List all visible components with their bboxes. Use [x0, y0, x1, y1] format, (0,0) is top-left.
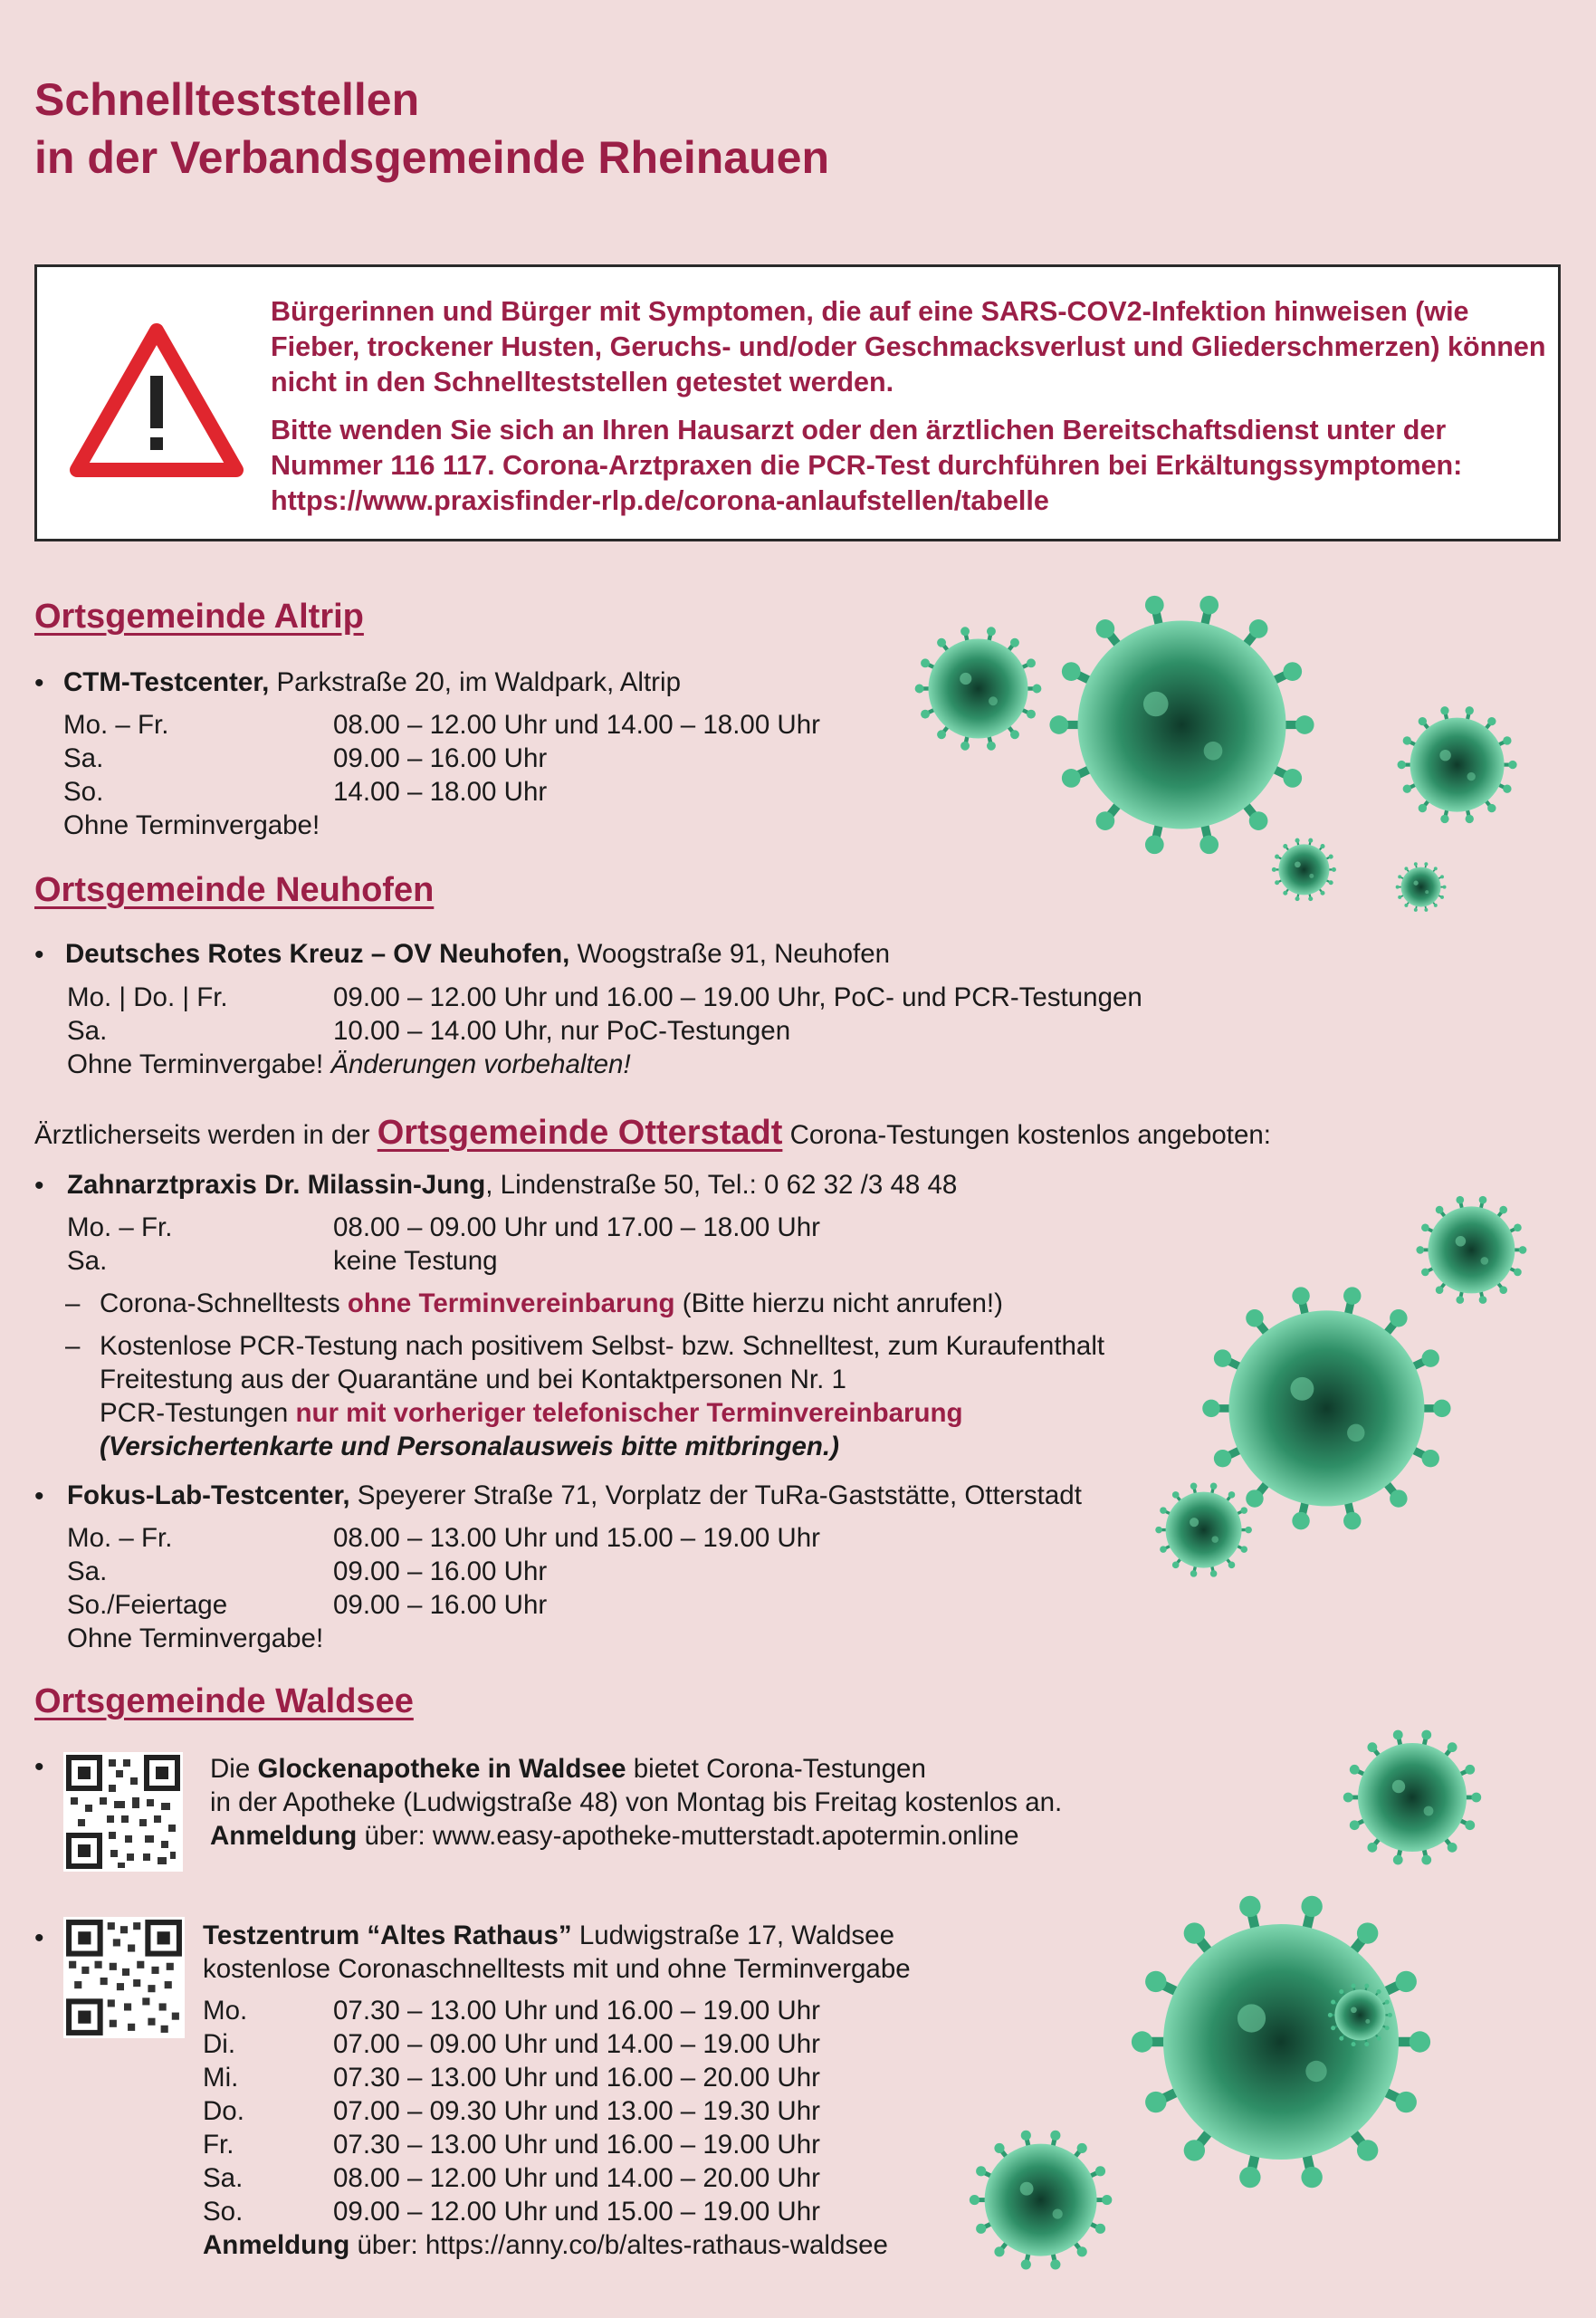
fokus-name: Fokus-Lab-Testcenter, — [67, 1480, 350, 1510]
glocken-l1a: Die — [210, 1754, 258, 1784]
rathaus-registration-label: Anmeldung — [203, 2230, 350, 2260]
hours-day: Mo. – Fr. — [67, 1523, 173, 1553]
dentist-dash-1 — [100, 1287, 1003, 1320]
altrip-name: CTM-Testcenter, — [63, 667, 270, 697]
hours-row — [67, 1244, 498, 1278]
hours-row — [67, 1521, 820, 1555]
hours-time: 09.00 – 16.00 Uhr — [333, 743, 548, 773]
warning-triangle-icon — [66, 320, 247, 483]
virus-icon — [1046, 589, 1317, 860]
hours-time: 09.00 – 12.00 Uhr und 16.00 – 19.00 Uhr, PoC- und PCR-Testungen — [333, 982, 1142, 1012]
hours-row — [203, 2195, 820, 2228]
hours-time: 09.00 – 16.00 Uhr — [333, 1557, 548, 1586]
neuhofen-entry — [65, 937, 890, 971]
neuhofen-name: Deutsches Rotes Kreuz – OV Neuhofen, — [65, 939, 570, 969]
hours-row — [203, 2161, 820, 2195]
dentist-dash-2-line-4: (Versichertenkarte und Personalausweis bitte mitbringen.) — [100, 1432, 839, 1461]
hours-day: Sa. — [67, 1016, 108, 1046]
altrip-note: Ohne Terminvergabe! — [63, 810, 320, 840]
dentist-dash-2-line-1: Kostenlose PCR-Testung nach positivem Selbst- bzw. Schnelltest, zum Kuraufenthalt — [100, 1331, 1105, 1361]
bullet: • — [34, 1171, 44, 1201]
rathaus-registration — [203, 2228, 888, 2262]
hours-time: 14.00 – 18.00 Uhr — [333, 777, 548, 807]
dentist-address: , Lindenstraße 50, Tel.: 0 62 32 /3 48 48 — [485, 1170, 958, 1200]
rathaus-address: Ludwigstraße 17, Waldsee — [571, 1920, 894, 1950]
heading-altrip: Ortsgemeinde Altrip — [34, 598, 364, 636]
hours-day: Fr. — [203, 2130, 234, 2160]
warning-paragraph-2: Bitte wenden Sie sich an Ihren Hausarzt oder den ärztlichen Bereitschaftsdienst unter der Nummer 116 117. Corona-Arztpraxen die PCR-Test durchführen bei Erkältungssymptomen: https://www.praxisfinder-rlp.de/corona-anlaufstellen/tabelle — [271, 415, 1463, 516]
virus-icon — [968, 2127, 1113, 2273]
dentist-dash-2-line-3 — [100, 1396, 963, 1430]
neuhofen-note — [67, 1048, 631, 1081]
hours-row — [63, 742, 547, 775]
glocken-line-2: in der Apotheke (Ludwigstraße 48) von Montag bis Freitag kostenlos an. — [210, 1787, 1063, 1817]
rathaus-sub: kostenlose Coronaschnelltests mit und ohne Terminvergabe — [203, 1954, 911, 1984]
title-line-1: Schnellteststellen — [34, 74, 420, 125]
hours-row — [67, 1014, 790, 1048]
glocken-registration-label: Anmeldung — [210, 1821, 358, 1851]
glocken-line-3 — [210, 1819, 1019, 1853]
hours-time: 09.00 – 12.00 Uhr und 15.00 – 19.00 Uhr — [333, 2197, 820, 2227]
hours-day: So./Feiertage — [67, 1590, 228, 1620]
neuhofen-note-italic: Änderungen vorbehalten! — [330, 1049, 631, 1079]
hours-time: 10.00 – 14.00 Uhr, nur PoC-Testungen — [333, 1016, 791, 1046]
hours-time: 07.30 – 13.00 Uhr und 16.00 – 20.00 Uhr — [333, 2063, 820, 2093]
virus-icon — [1396, 704, 1518, 826]
hours-day: Mo. | Do. | Fr. — [67, 982, 228, 1012]
hours-day: Mo. – Fr. — [63, 710, 169, 740]
hours-day: Do. — [203, 2096, 244, 2126]
altrip-entry — [63, 666, 681, 699]
virus-icon — [1395, 861, 1447, 913]
heading-neuhofen: Ortsgemeinde Neuhofen — [34, 871, 435, 909]
hours-row — [67, 1555, 547, 1588]
warning-box — [34, 264, 1561, 541]
hours-day: Mi. — [203, 2063, 239, 2093]
heading-waldsee: Ortsgemeinde Waldsee — [34, 1682, 414, 1720]
hours-time: 07.30 – 13.00 Uhr und 16.00 – 19.00 Uhr — [333, 1996, 820, 2026]
hours-day: Sa. — [63, 743, 104, 773]
dentist-entry — [67, 1168, 957, 1202]
dentist-dash-2-line-2: Freitestung aus der Quarantäne und bei Kontaktpersonen Nr. 1 — [100, 1365, 846, 1394]
hours-day: Di. — [203, 2029, 236, 2059]
glocken-line-1 — [210, 1752, 926, 1786]
hours-day: Mo. – Fr. — [67, 1212, 173, 1242]
virus-icon — [913, 624, 1043, 753]
heading-otterstadt: Ortsgemeinde Otterstadt — [377, 1114, 783, 1152]
glocken-l1c: bietet Corona-Testungen — [626, 1754, 926, 1784]
hours-day: Mo. — [203, 1996, 248, 2026]
otterstadt-intro-after: Corona-Testungen kostenlos angeboten: — [782, 1120, 1271, 1150]
qr-code-icon — [63, 1752, 183, 1872]
hours-time: keine Testung — [333, 1246, 498, 1276]
virus-icon — [1154, 1480, 1253, 1579]
glocken-name: Glockenapotheke in Waldsee — [257, 1754, 626, 1784]
neuhofen-address: Woogstraße 91, Neuhofen — [569, 939, 891, 969]
hours-row — [63, 775, 547, 809]
bullet: • — [34, 668, 44, 698]
hours-day: Sa. — [67, 1246, 108, 1276]
hours-row — [203, 2061, 820, 2094]
page-title — [34, 71, 829, 187]
hours-day: So. — [203, 2197, 244, 2227]
dash1-a: Corona-Schnelltests — [100, 1288, 348, 1318]
virus-icon — [1271, 837, 1337, 903]
hours-time: 07.00 – 09.00 Uhr und 14.00 – 19.00 Uhr — [333, 2029, 820, 2059]
hours-day: Sa. — [67, 1557, 108, 1586]
hours-time: 08.00 – 12.00 Uhr und 14.00 – 18.00 Uhr — [333, 710, 820, 740]
hours-time: 08.00 – 09.00 Uhr und 17.00 – 18.00 Uhr — [333, 1212, 820, 1242]
hours-time: 07.00 – 09.30 Uhr und 13.00 – 19.30 Uhr — [333, 2096, 820, 2126]
qr-code-icon — [63, 1917, 185, 2038]
warning-paragraph-1: Bürgerinnen und Bürger mit Symptomen, die auf eine SARS-COV2-Infektion hinweisen (wie Fieber, trockener Husten, Geruchs- und/oder Geschmacksverlust und Gliederschmerzen) können nicht in den Schnellteststellen getestet werden. — [271, 296, 1546, 398]
bullet: • — [34, 940, 44, 970]
fokus-note: Ohne Terminvergabe! — [67, 1624, 324, 1653]
warning-text — [271, 294, 1547, 532]
bullet: • — [34, 1752, 44, 1782]
hours-row — [203, 2128, 820, 2161]
bullet: • — [34, 1923, 44, 1953]
hours-time: 09.00 – 16.00 Uhr — [333, 1590, 548, 1620]
hours-time: 08.00 – 12.00 Uhr und 14.00 – 20.00 Uhr — [333, 2163, 820, 2193]
hours-day: Sa. — [203, 2163, 244, 2193]
glocken-registration-url[interactable]: über: www.easy-apotheke-mutterstadt.apotermin.online — [357, 1821, 1019, 1851]
hours-row — [67, 1588, 547, 1622]
hours-time: 07.30 – 13.00 Uhr und 16.00 – 19.00 Uhr — [333, 2130, 820, 2160]
fokus-entry — [67, 1479, 1082, 1512]
dash1-c: (Bitte hierzu nicht anrufen!) — [674, 1288, 1003, 1318]
otterstadt-intro — [34, 1116, 1271, 1152]
hours-row — [67, 981, 1142, 1014]
dash-marker: – — [65, 1288, 81, 1318]
hours-row — [203, 2027, 820, 2061]
altrip-address: Parkstraße 20, im Waldpark, Altrip — [269, 667, 681, 697]
hours-row — [67, 1211, 820, 1244]
otterstadt-intro-before: Ärztlicherseits werden in der — [34, 1120, 377, 1150]
hours-row — [63, 708, 820, 742]
virus-icon — [1342, 1727, 1483, 1868]
hours-row — [203, 1994, 820, 2027]
dentist-name: Zahnarztpraxis Dr. Milassin-Jung — [67, 1170, 486, 1200]
dash-marker: – — [65, 1331, 81, 1361]
virus-icon — [1327, 1982, 1393, 2048]
fokus-address: Speyerer Straße 71, Vorplatz der TuRa-Gaststätte, Otterstadt — [349, 1480, 1082, 1510]
rathaus-entry — [203, 1919, 894, 1952]
rathaus-registration-url[interactable]: über: https://anny.co/b/altes-rathaus-waldsee — [349, 2230, 888, 2260]
hours-day: So. — [63, 777, 104, 807]
hours-row — [203, 2094, 820, 2128]
hours-time: 08.00 – 13.00 Uhr und 15.00 – 19.00 Uhr — [333, 1523, 820, 1553]
bullet: • — [34, 1481, 44, 1511]
dash1-b: ohne Terminvereinbarung — [347, 1288, 675, 1318]
rathaus-name: Testzentrum “Altes Rathaus” — [203, 1920, 572, 1950]
dash2-l3a: PCR-Testungen — [100, 1398, 296, 1428]
neuhofen-note-text: Ohne Terminvergabe! — [67, 1049, 331, 1079]
dash2-l3b: nur mit vorheriger telefonischer Terminvereinbarung — [295, 1398, 963, 1428]
title-line-2: in der Verbandsgemeinde Rheinauen — [34, 132, 830, 183]
